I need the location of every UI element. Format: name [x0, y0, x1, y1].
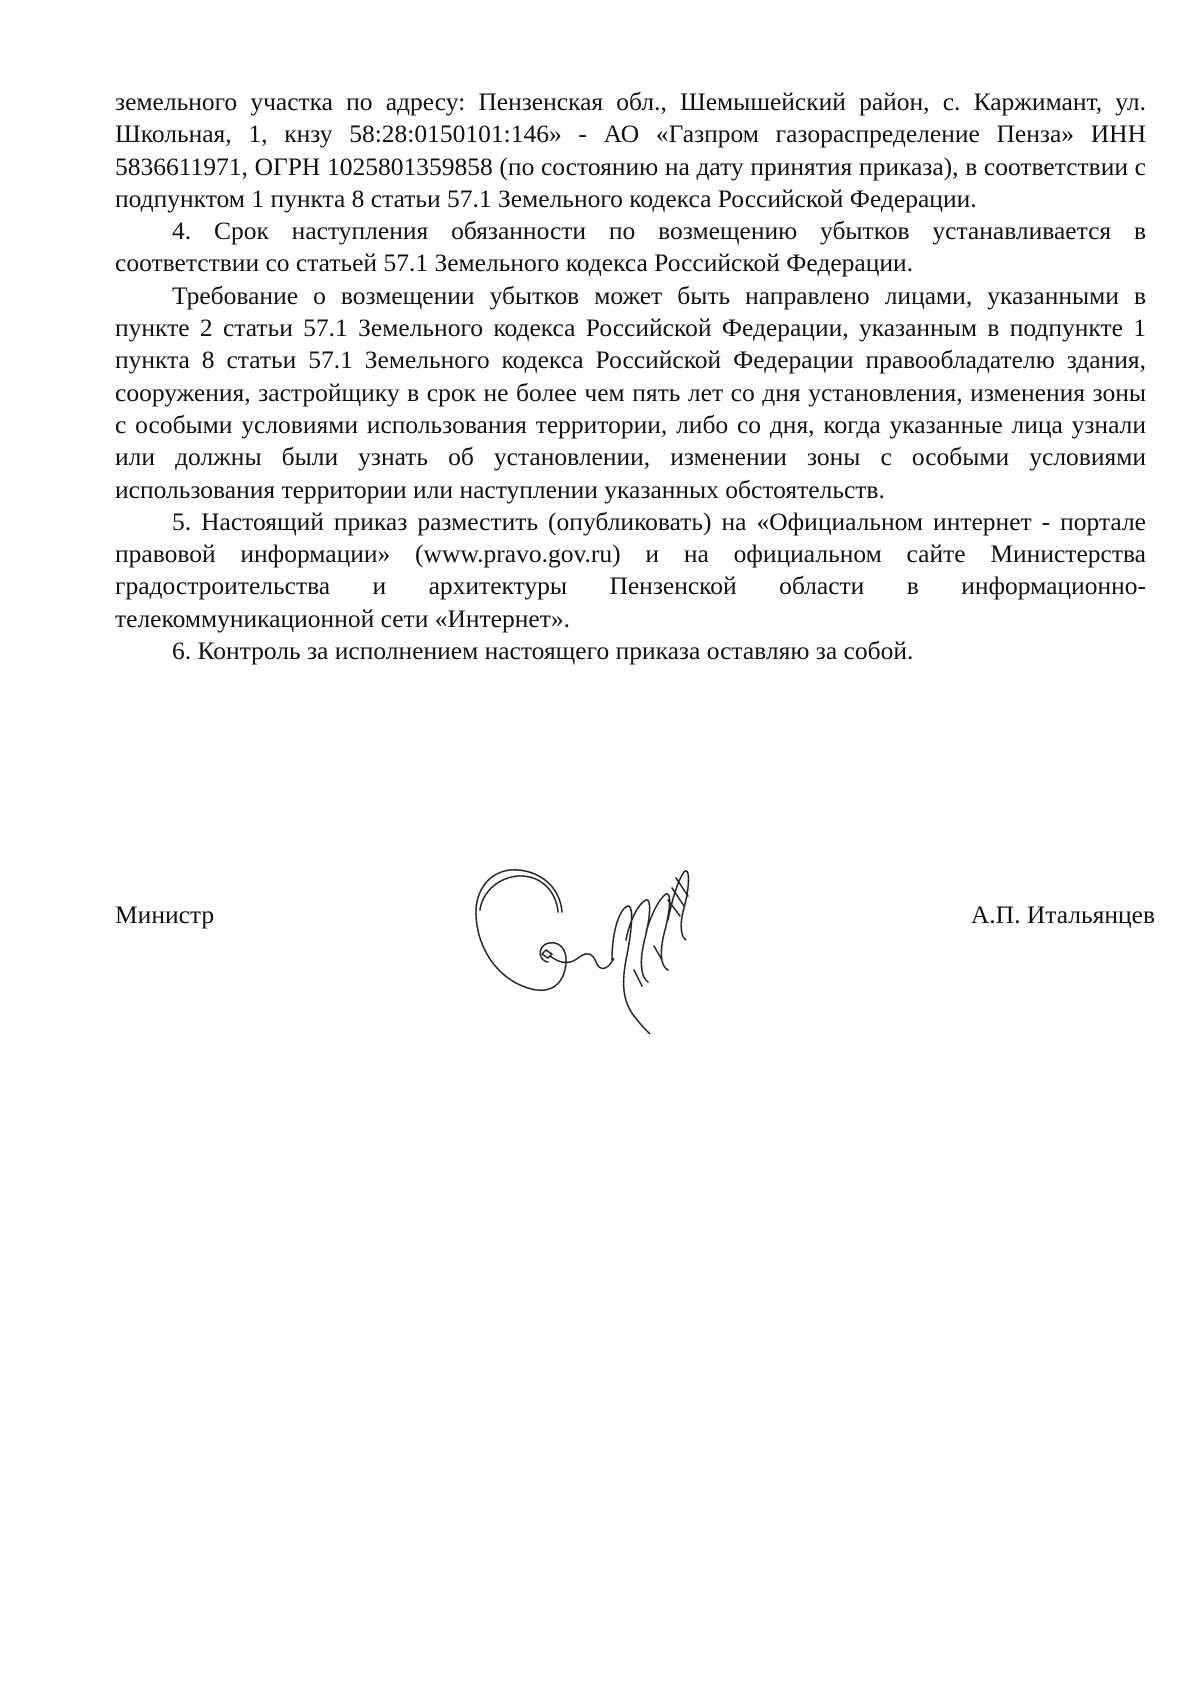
handwritten-signature-icon	[462, 850, 732, 1035]
paragraph-claim-requirements: Требование о возмещении убытков может быть направлено лицами, указанными в пункте 2 статьи 57.1 Земельного кодекса Российской Федерации, указанным в подпункте 1 пункта 8 статьи 57.1 Земельного кодекса Российской Федерации правообладателю здания, сооружения, застройщику в срок не более чем пять лет со дня установления, изменения зоны с особыми условиями использования территории, либо со дня, когда указанные лица узнали или должны были узнать об установлении, изменении зоны с особыми условиями использования территории или наступлении указанных обстоятельств.	[115, 280, 1146, 504]
signatory-title: Министр	[115, 900, 215, 929]
paragraph-item-6: 6. Контроль за исполнением настоящего приказа оставляю за собой.	[172, 636, 914, 666]
paragraph-item-4: 4. Срок наступления обязанности по возмещению убытков устанавливается в соответствии со статьей 57.1 Земельного кодекса Российской Федерации.	[115, 216, 1146, 278]
paragraph-item-5: 5. Настоящий приказ разместить (опубликовать) на «Официальном интернет - портале правовой информации» (www.pravo.gov.ru) и на официальном сайте Министерства градостроительства и архитектуры Пензенской области в информационно-телекоммуникационной сети «Интернет».	[115, 506, 1146, 633]
document-body	[115, 86, 1146, 667]
signatory-name: А.П. Итальянцев	[970, 900, 1155, 929]
paragraph-continuation: земельного участка по адресу: Пензенская обл., Шемышейский район, с. Каржимант, ул. Школьная, 1, кнзу 58:28:0150101:146» - АО «Газпром газораспределение Пенза» ИНН 5836611971, ОГРН 1025801359858 (по состоянию на дату принятия приказа), в соответствии с подпунктом 1 пункта 8 статьи 57.1 Земельного кодекса Российской Федерации.	[115, 87, 1146, 213]
